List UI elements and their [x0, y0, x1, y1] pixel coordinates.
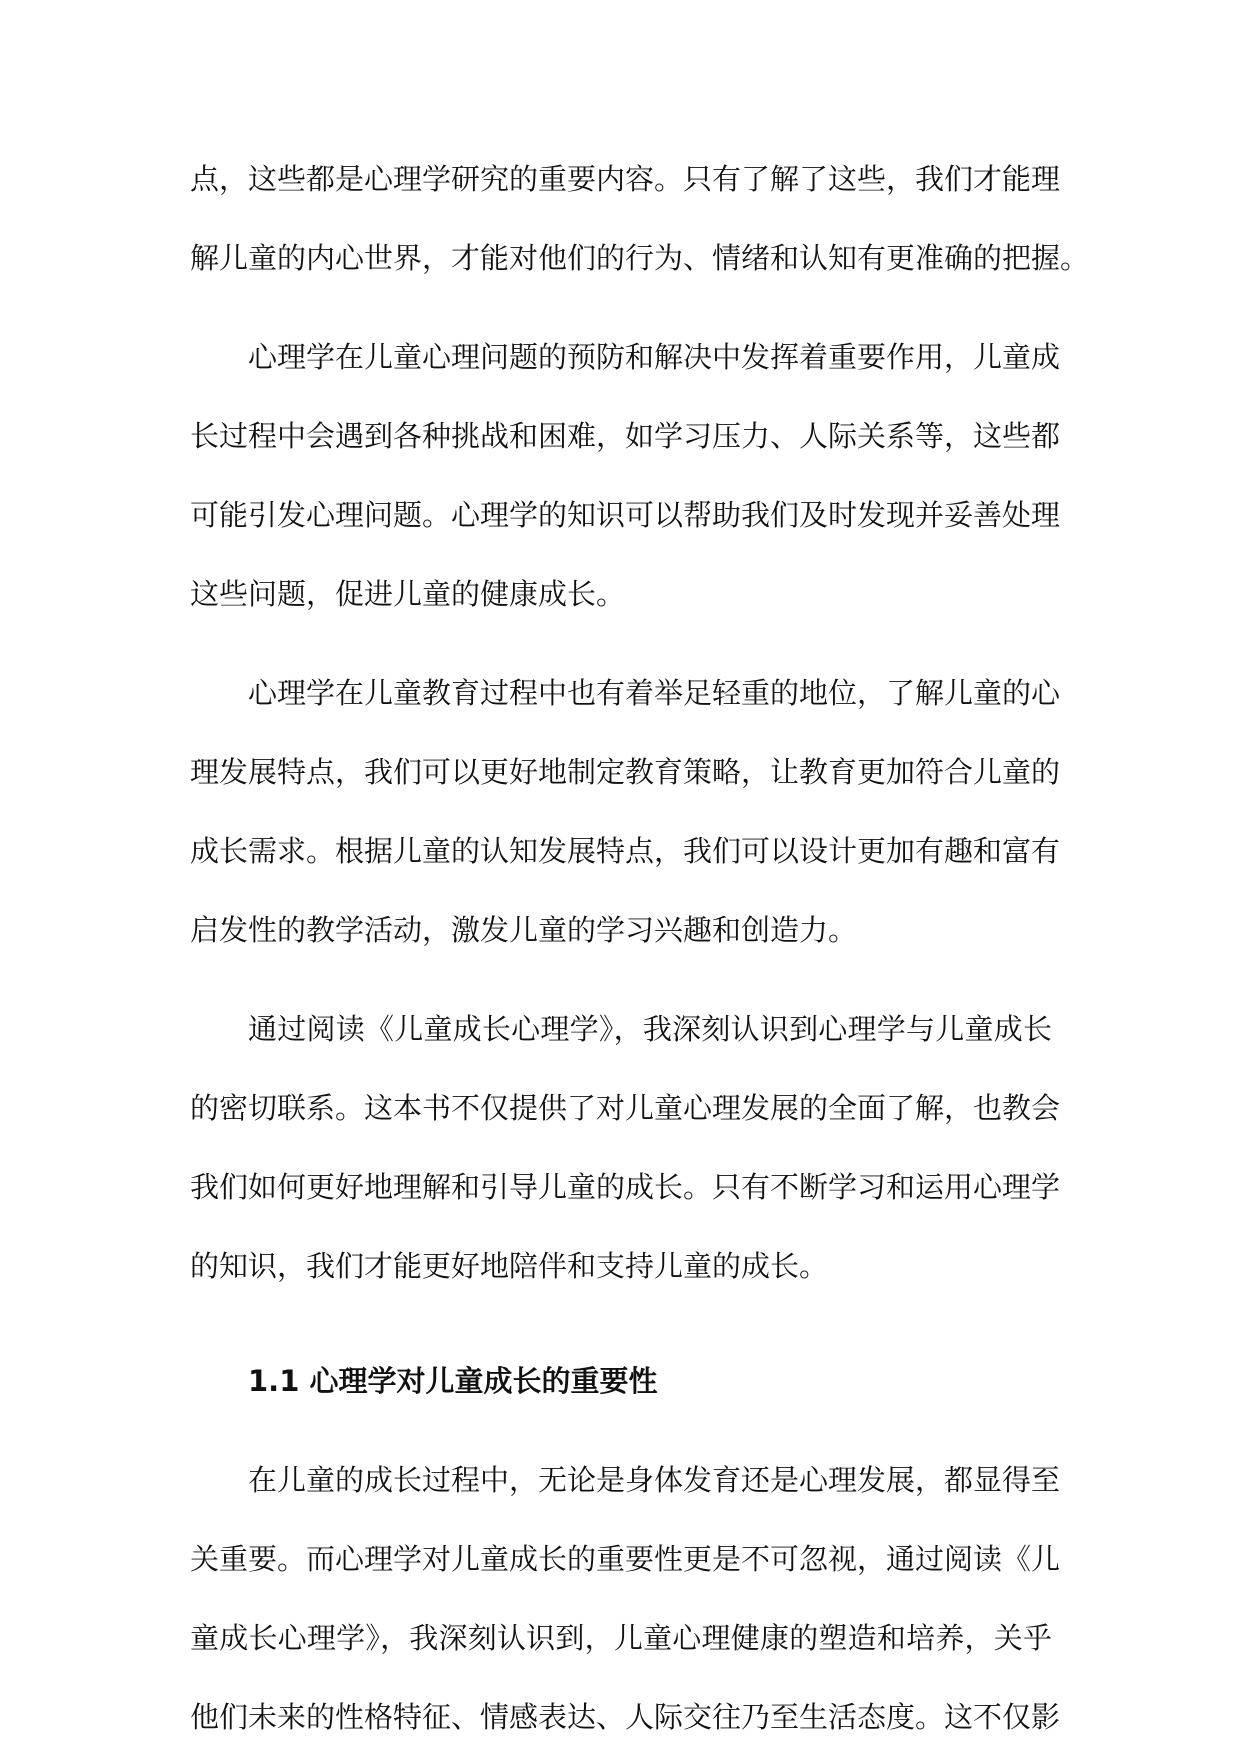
text-line: 心理学在儿童教育过程中也有着举足轻重的地位，了解儿童的心 — [248, 676, 1061, 710]
text-line: 成长需求。根据儿童的认知发展特点，我们可以设计更加有趣和富有 — [190, 834, 1061, 868]
text-line: 童成长心理学》，我深刻认识到，儿童心理健康的塑造和培养，关乎 — [190, 1621, 1052, 1655]
paragraph-spacer — [190, 970, 1052, 990]
text-line: 心理学在儿童心理问题的预防和解决中发挥着重要作用，儿童成 — [248, 340, 1061, 374]
paragraph-importance — [190, 1441, 1061, 1757]
text-line: 这些问题，促进儿童的健康成长。 — [190, 577, 626, 611]
text-line: 的知识，我们才能更好地陪伴和支持儿童的成长。 — [190, 1249, 829, 1283]
paragraph-prevention — [190, 318, 1061, 634]
paragraph-continuation — [190, 140, 1090, 298]
section-spacer — [190, 1306, 1052, 1342]
text-line: 通过阅读《儿童成长心理学》，我深刻认识到心理学与儿童成长 — [248, 1012, 1052, 1046]
text-line: 理发展特点，我们可以更好地制定教育策略，让教育更加符合儿童的 — [190, 755, 1061, 789]
text-line: 他们未来的性格特征、情感表达、人际交往乃至生活态度。这不仅影 — [190, 1700, 1061, 1734]
text-line: 启发性的教学活动，激发儿童的学习兴趣和创造力。 — [190, 913, 858, 947]
paragraph-education — [190, 654, 1061, 970]
paragraph-spacer — [190, 634, 1052, 654]
text-line: 的密切联系。这本书不仅提供了对儿童心理发展的全面了解，也教会 — [190, 1091, 1061, 1125]
paragraph-spacer — [190, 1421, 1052, 1441]
paragraph-spacer — [190, 298, 1052, 318]
text-line: 关重要。而心理学对儿童成长的重要性更是不可忽视，通过阅读《儿 — [190, 1542, 1061, 1576]
text-line: 在儿童的成长过程中，无论是身体发育还是心理发展，都显得至 — [248, 1463, 1061, 1497]
text-line: 可能引发心理问题。心理学的知识可以帮助我们及时发现并妥善处理 — [190, 498, 1061, 532]
text-line: 我们如何更好地理解和引导儿童的成长。只有不断学习和运用心理学 — [190, 1170, 1061, 1204]
paragraph-reading — [190, 990, 1061, 1306]
text-line: 解儿童的内心世界，才能对他们的行为、情绪和认知有更准确的把握。 — [190, 241, 1090, 275]
section-heading: 1.1 心理学对儿童成长的重要性 — [248, 1364, 658, 1398]
text-line: 点，这些都是心理学研究的重要内容。只有了解了这些，我们才能理 — [190, 162, 1061, 196]
text-line: 长过程中会遇到各种挑战和困难，如学习压力、人际关系等，这些都 — [190, 419, 1061, 453]
document-page — [190, 140, 1090, 1757]
